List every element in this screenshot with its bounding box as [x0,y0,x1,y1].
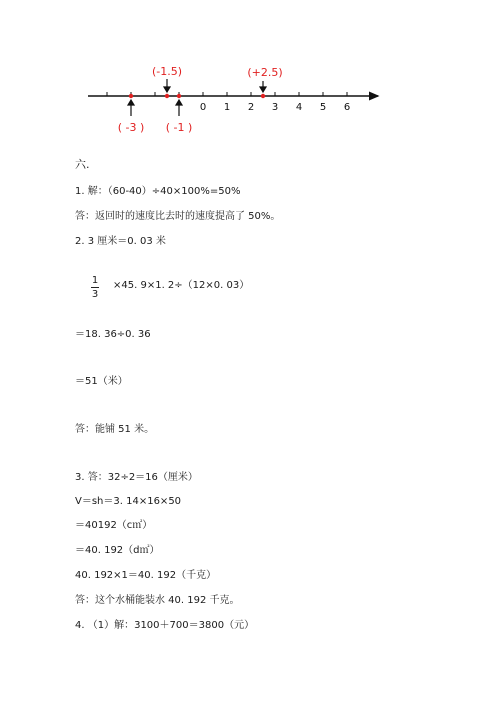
problem-2-step-2: ＝51（米） [75,376,128,387]
problem-2-conversion: 2. 3 厘米＝0. 03 米 [75,236,166,247]
section-heading: 六. [75,158,90,171]
tick-label-3: 3 [271,102,279,113]
point-minus-1-5 [165,94,169,98]
fraction-one-third [90,275,100,300]
tick-label-2: 2 [247,102,255,113]
problem-3-volume-cm: ＝40192（c㎡） [75,520,153,531]
point-plus-2-5 [261,94,265,98]
label-plus-2-5: (+2.5) [247,66,283,79]
tick-label-6: 6 [343,102,351,113]
problem-3-answer: 答：这个水桶能装水 40. 192 千克。 [75,595,240,606]
fraction-numerator: 1 [91,275,99,286]
label-minus-1-5: (-1.5) [151,65,183,78]
problem-3-volume-dm: ＝40. 192（d㎡） [75,545,160,556]
label-minus-3: ( -3 ) [117,121,145,134]
problem-3-volume: V＝sh＝3. 14×16×50 [75,496,182,507]
tick-label-0: 0 [199,102,207,113]
problem-3-radius: 3. 答：32÷2＝16（厘米） [75,472,198,483]
label-minus-1: ( -1 ) [165,121,193,134]
number-line-diagram [0,0,500,150]
fraction-denominator: 3 [91,289,99,300]
problem-2-expression: ×45. 9×1. 2÷（12×0. 03） [113,280,250,291]
problem-2-answer: 答：能铺 51 米。 [75,424,155,435]
fraction-bar [91,287,99,288]
point-minus-1 [177,94,181,98]
problem-1-solution: 1. 解：（60-40）÷40×100%=50% [75,186,241,197]
tick-label-5: 5 [319,102,327,113]
problem-3-weight: 40. 192×1＝40. 192（千克） [75,570,217,581]
point-minus-3 [129,94,133,98]
tick-label-1: 1 [223,102,231,113]
problem-1-answer: 答：返回时的速度比去时的速度提高了 50%。 [75,211,281,222]
problem-4-solution: 4. （1）解：3100＋700＝3800（元） [75,620,255,631]
tick-label-4: 4 [295,102,303,113]
problem-2-step-1: ＝18. 36÷0. 36 [75,329,151,340]
